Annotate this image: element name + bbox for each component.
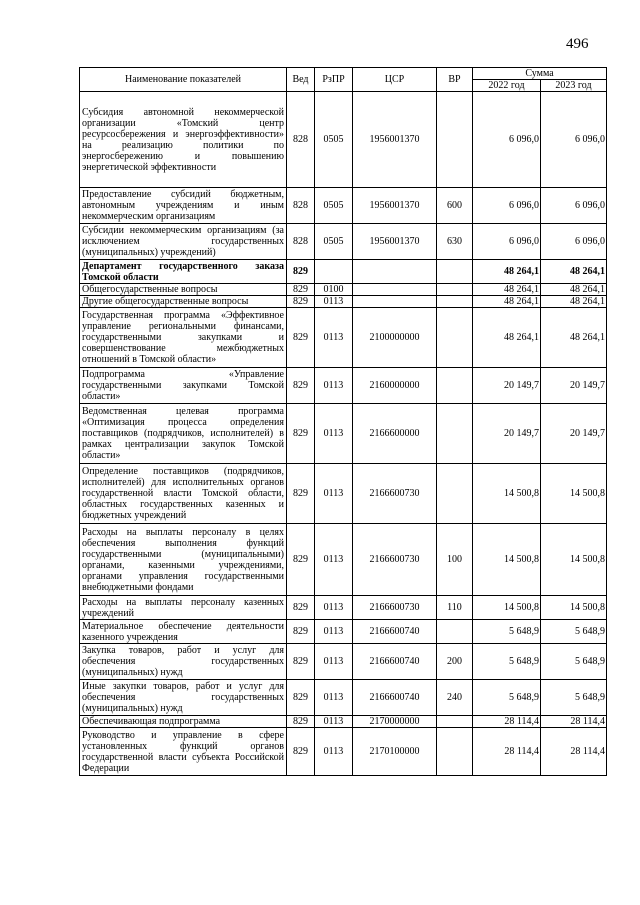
table-row [80, 524, 607, 596]
row-sum-2023: 5 648,9 [541, 644, 607, 680]
row-name: Субсидия автономной некоммерческой организации «Томский центр ресурсосбережения и энергоэффективности» на реализацию политики по энергосбережению и повышению энергетической эффективности [80, 92, 287, 188]
row-ved: 829 [287, 596, 315, 620]
row-vr [437, 92, 473, 188]
row-sum-2023: 6 096,0 [541, 224, 607, 260]
row-name: Подпрограмма «Управление государственными закупками Томской области» [80, 368, 287, 404]
row-sum-2022: 14 500,8 [473, 464, 541, 524]
row-vr: 630 [437, 224, 473, 260]
header-name: Наименование показателей [80, 68, 287, 92]
row-csr: 1956001370 [353, 224, 437, 260]
row-ved: 829 [287, 620, 315, 644]
row-sum-2022: 20 149,7 [473, 368, 541, 404]
row-name: Расходы на выплаты персоналу казенных учреждений [80, 596, 287, 620]
row-name: Ведомственная целевая программа «Оптимизация процесса определения поставщиков (подрядчиков, исполнителей) в рамках централизации закупок Томской области» [80, 404, 287, 464]
row-sum-2023: 6 096,0 [541, 92, 607, 188]
row-sum-2023: 48 264,1 [541, 308, 607, 368]
row-sum-2022: 48 264,1 [473, 284, 541, 296]
row-vr [437, 368, 473, 404]
row-sum-2023: 28 114,4 [541, 716, 607, 728]
row-name: Департамент государственного заказа Томской области [80, 260, 287, 284]
row-name: Субсидии некоммерческим организациям (за исключением государственных (муниципальных) учреждений) [80, 224, 287, 260]
row-csr: 2166600730 [353, 596, 437, 620]
header-csr: ЦСР [353, 68, 437, 92]
table-row [80, 368, 607, 404]
row-vr [437, 260, 473, 284]
row-name: Иные закупки товаров, работ и услуг для обеспечения государственных (муниципальных) нужд [80, 680, 287, 716]
row-sum-2022: 5 648,9 [473, 644, 541, 680]
row-ved: 829 [287, 716, 315, 728]
row-rzpr: 0505 [315, 224, 353, 260]
row-sum-2022: 6 096,0 [473, 224, 541, 260]
table-row [80, 680, 607, 716]
table-row [80, 188, 607, 224]
row-vr: 200 [437, 644, 473, 680]
table-body [80, 92, 607, 776]
row-ved: 829 [287, 260, 315, 284]
row-csr [353, 296, 437, 308]
page-number: 496 [566, 36, 589, 52]
row-csr: 2166600740 [353, 680, 437, 716]
row-csr: 1956001370 [353, 92, 437, 188]
row-csr: 2170000000 [353, 716, 437, 728]
row-rzpr: 0113 [315, 716, 353, 728]
row-vr [437, 308, 473, 368]
row-sum-2023: 20 149,7 [541, 404, 607, 464]
row-vr [437, 296, 473, 308]
row-sum-2023: 28 114,4 [541, 728, 607, 776]
row-ved: 828 [287, 224, 315, 260]
row-csr: 2166600000 [353, 404, 437, 464]
row-rzpr: 0113 [315, 644, 353, 680]
row-name: Закупка товаров, работ и услуг для обеспечения государственных (муниципальных) нужд [80, 644, 287, 680]
row-rzpr: 0113 [315, 296, 353, 308]
row-vr [437, 620, 473, 644]
row-sum-2022: 14 500,8 [473, 524, 541, 596]
row-name: Другие общегосударственные вопросы [80, 296, 287, 308]
row-ved: 828 [287, 92, 315, 188]
row-sum-2022: 48 264,1 [473, 260, 541, 284]
row-vr: 600 [437, 188, 473, 224]
row-csr: 2100000000 [353, 308, 437, 368]
header-sum: Сумма [473, 68, 607, 80]
row-sum-2022: 28 114,4 [473, 728, 541, 776]
row-name: Материальное обеспечение деятельности казенного учреждения [80, 620, 287, 644]
row-csr: 2166600740 [353, 620, 437, 644]
row-ved: 829 [287, 284, 315, 296]
row-sum-2023: 48 264,1 [541, 260, 607, 284]
row-csr [353, 260, 437, 284]
row-sum-2022: 5 648,9 [473, 680, 541, 716]
row-name: Расходы на выплаты персоналу в целях обеспечения выполнения функций государственными (муниципальными) органами, казенными учреждениями, органами управления государственными внебюджетными фондами [80, 524, 287, 596]
row-ved: 829 [287, 404, 315, 464]
table-row [80, 92, 607, 188]
row-vr [437, 464, 473, 524]
row-sum-2023: 5 648,9 [541, 620, 607, 644]
row-vr: 240 [437, 680, 473, 716]
row-name: Определение поставщиков (подрядчиков, исполнителей) для исполнительных органов государственной власти Томской области, областных государственных казенных и бюджетных учреждений [80, 464, 287, 524]
row-sum-2022: 6 096,0 [473, 188, 541, 224]
row-rzpr: 0113 [315, 404, 353, 464]
row-rzpr: 0505 [315, 188, 353, 224]
row-sum-2022: 28 114,4 [473, 716, 541, 728]
row-ved: 829 [287, 644, 315, 680]
row-rzpr: 0113 [315, 620, 353, 644]
row-sum-2023: 5 648,9 [541, 680, 607, 716]
header-rzpr: РзПР [315, 68, 353, 92]
row-rzpr: 0113 [315, 368, 353, 404]
row-vr [437, 404, 473, 464]
table-row [80, 308, 607, 368]
row-rzpr: 0113 [315, 596, 353, 620]
row-ved: 828 [287, 188, 315, 224]
row-ved: 829 [287, 680, 315, 716]
table-row [80, 464, 607, 524]
row-vr [437, 728, 473, 776]
row-csr: 2166600730 [353, 464, 437, 524]
row-name: Предоставление субсидий бюджетным, автономным учреждениям и иным некоммерческим организациям [80, 188, 287, 224]
row-vr [437, 284, 473, 296]
row-name: Руководство и управление в сфере установленных функций органов государственной власти субъекта Российской Федерации [80, 728, 287, 776]
row-name: Общегосударственные вопросы [80, 284, 287, 296]
row-rzpr: 0113 [315, 524, 353, 596]
header-2022: 2022 год [473, 80, 541, 92]
table-row [80, 404, 607, 464]
row-sum-2022: 5 648,9 [473, 620, 541, 644]
table-row [80, 224, 607, 260]
row-rzpr [315, 260, 353, 284]
row-csr: 1956001370 [353, 188, 437, 224]
table-row [80, 716, 607, 728]
row-sum-2023: 48 264,1 [541, 296, 607, 308]
table-row [80, 260, 607, 284]
table-row [80, 296, 607, 308]
row-vr [437, 716, 473, 728]
row-vr: 110 [437, 596, 473, 620]
row-name: Обеспечивающая подпрограмма [80, 716, 287, 728]
header-ved: Вед [287, 68, 315, 92]
row-rzpr: 0100 [315, 284, 353, 296]
row-sum-2023: 48 264,1 [541, 284, 607, 296]
row-sum-2023: 14 500,8 [541, 596, 607, 620]
row-ved: 829 [287, 728, 315, 776]
row-sum-2023: 14 500,8 [541, 524, 607, 596]
row-sum-2023: 20 149,7 [541, 368, 607, 404]
header-vr: ВР [437, 68, 473, 92]
row-csr: 2160000000 [353, 368, 437, 404]
row-rzpr: 0113 [315, 680, 353, 716]
row-rzpr: 0505 [315, 92, 353, 188]
row-sum-2022: 6 096,0 [473, 92, 541, 188]
row-sum-2022: 20 149,7 [473, 404, 541, 464]
row-ved: 829 [287, 524, 315, 596]
row-rzpr: 0113 [315, 464, 353, 524]
row-csr [353, 284, 437, 296]
row-name: Государственная программа «Эффективное управление региональными финансами, государственными закупками и совершенствование межбюджетных отношений в Томской области» [80, 308, 287, 368]
row-vr: 100 [437, 524, 473, 596]
row-sum-2023: 6 096,0 [541, 188, 607, 224]
row-sum-2023: 14 500,8 [541, 464, 607, 524]
row-csr: 2170100000 [353, 728, 437, 776]
row-rzpr: 0113 [315, 308, 353, 368]
row-ved: 829 [287, 296, 315, 308]
row-ved: 829 [287, 368, 315, 404]
table-row [80, 596, 607, 620]
row-sum-2022: 48 264,1 [473, 308, 541, 368]
table-row [80, 284, 607, 296]
table-row [80, 728, 607, 776]
row-ved: 829 [287, 464, 315, 524]
table-row [80, 620, 607, 644]
row-csr: 2166600740 [353, 644, 437, 680]
budget-table [79, 67, 607, 776]
row-sum-2022: 48 264,1 [473, 296, 541, 308]
row-sum-2022: 14 500,8 [473, 596, 541, 620]
row-ved: 829 [287, 308, 315, 368]
row-csr: 2166600730 [353, 524, 437, 596]
header-2023: 2023 год [541, 80, 607, 92]
row-rzpr: 0113 [315, 728, 353, 776]
table-row [80, 644, 607, 680]
